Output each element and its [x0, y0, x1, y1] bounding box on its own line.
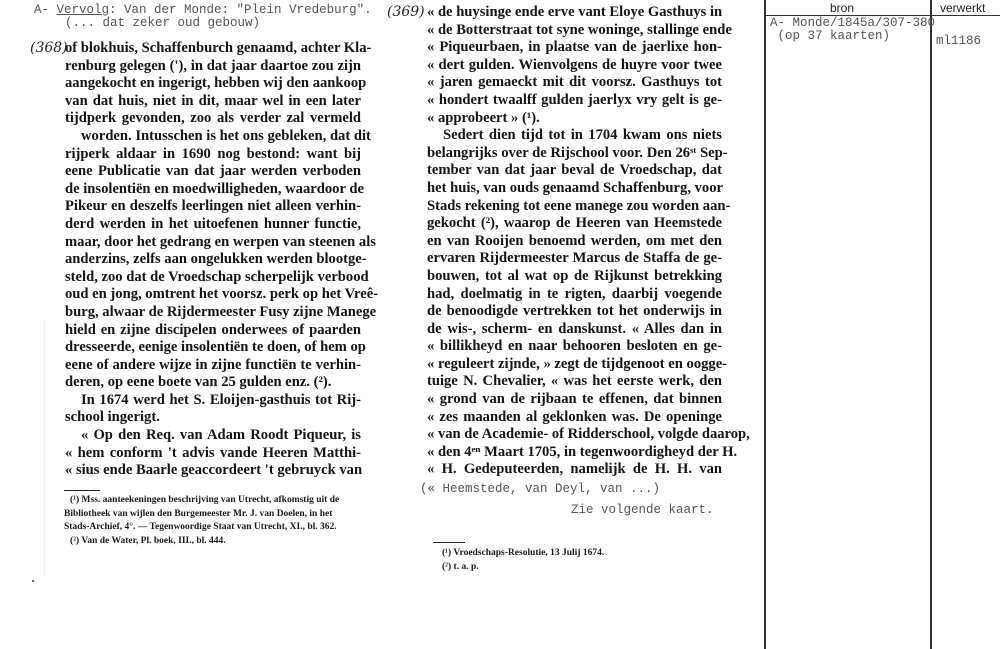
text-line: deren, op eene boete van 25 gulden enz. (²).	[65, 374, 332, 391]
text-line: « sius ende Baarle geaccordeert 't gebruyck van	[65, 462, 363, 479]
footnote-line: Stads-Archief, 4°. — Tegenwoordige Staat van Utrecht, XI., bl. 362.	[64, 522, 337, 532]
text-line: rijperk aldaar in 1690 nog bestond: want bij	[65, 145, 361, 162]
text-line: « Piqueurbaen, in plaatse van de jaerlixe hon-	[427, 39, 722, 56]
footnote-line: (¹) Vroedschaps-Resolutie, 13 Julij 1674.	[442, 548, 605, 558]
left-page-text	[65, 40, 379, 480]
text-line: « de Botterstraat tot syne woninge, stallinge ende	[427, 21, 732, 38]
text-line: « van de Academie- of Ridderschool, volgde daarop,	[427, 426, 750, 443]
card-header-subtitle: (... dat zeker oud gebouw)	[65, 16, 261, 30]
text-line: had, doelmatig in te rigten, daarbij voegende	[427, 285, 722, 302]
footnote-line: (²) Van de Water, Pl. boek, III., bl. 444.	[70, 535, 226, 546]
text-line: renburg gelegen ('), in dat jaar daartoe zou zijn	[65, 57, 361, 74]
table-header-verwerkt: verwerkt	[940, 1, 986, 15]
text-line: « reguleert zijnde, » zegt de tijdgenoot en ooggе-	[427, 355, 728, 372]
text-line: van dat huis, niet in dit, maar wel in een later	[65, 92, 361, 109]
text-line: « de huysinge ende erve vant Eloye Gasthuys in	[427, 4, 723, 20]
text-line: steld, zoo dat de Vroedschap scherpelijk verbood	[65, 268, 369, 285]
text-line: In 1674 werd het S. Eloijen-gasthuis tot Rij-	[81, 391, 361, 408]
scan-speck	[32, 580, 34, 582]
text-line: worden. Intusschen is het ons gebleken, dat dit	[81, 127, 371, 144]
text-line: burg, alwaar de Rijdermeester Fusy zijne Manege	[65, 303, 377, 320]
text-line: Pikeur en deszelfs leerlingen niet alleen verhin-	[65, 198, 361, 215]
right-page-text	[427, 4, 750, 479]
text-line: aangekocht en ingerigt, hebben wij den aankoop	[65, 75, 367, 92]
text-line: de insolentiën en moedwilligheden, waardoor de	[65, 180, 364, 197]
typed-continuation: (« Heemstede, van Deyl, van ...)	[420, 482, 661, 496]
table-cell-bron-line2: (op 37 kaarten)	[770, 29, 891, 43]
text-line: de benoodigde vertrekken tot het onderwijs in	[427, 303, 722, 320]
text-line: ervaren Rijdermeester Marcus de Staffa de ge-	[427, 250, 722, 267]
text-line: « billikheyd en naar behooren besloten en ge-	[427, 338, 722, 355]
table-cell-bron-line1: A- Monde/1845a/307-380	[770, 16, 936, 30]
text-line: « zes maanden al geklonken was. De openinge	[427, 408, 722, 425]
text-line: bouwen, tot al wat op de Rijkunst betrekking	[427, 267, 722, 284]
footnote-line: Bibliotheek van wijlen den Burgemeester Mr. J. van Doelen, in het	[64, 508, 333, 519]
text-line: « grond van de rijbaan te effenen, dat binnen	[427, 391, 722, 408]
text-line: of blokhuis, Schaffenburch genaamd, achter Kla-	[65, 40, 372, 56]
text-line: « hem conform 't advis vande Heeren Matthi-	[65, 444, 361, 461]
footnote-rule-right	[433, 542, 465, 543]
footnote-line: (¹) Mss. aanteekeningen beschrijving van Utrecht, afkomstig uit de	[70, 495, 340, 505]
text-line: maar, door het gedrang en werpen van steenen als	[65, 233, 376, 250]
footnote-line: (²) t. a. p.	[442, 561, 479, 572]
text-line: « jaren gemaeckt mit dit voorsz. Gasthuys tot	[427, 74, 722, 91]
page-number-left: (368)	[30, 40, 68, 56]
text-line: eene of andere wijze in zijne functiën te verhin-	[65, 356, 361, 373]
text-line: derd werden in het uitoefenen hunner functie,	[65, 215, 361, 232]
text-line: « Op den Req. van Adam Roodt Piqueur, is	[81, 427, 361, 444]
text-line: oud en jong, omtrent het voorsz. perk op het Vreê-	[65, 286, 379, 303]
text-line: tuige N. Chevalier, « was het eerste werk, den	[427, 373, 722, 390]
text-line: en van Rooijen benoemd werden, om met den	[427, 232, 722, 249]
text-line: anderzins, zelfs aan ongelukken werden blootge-	[65, 251, 367, 268]
table-column-divider	[930, 0, 932, 649]
text-line: Stads rekening tot eene manege zou worden aan-	[427, 197, 731, 214]
table-border-left	[764, 0, 766, 649]
text-line: het huis, van ouds genaamd Schaffenburg, voor	[427, 179, 723, 196]
text-line: school ingerigt.	[65, 409, 160, 426]
text-line: « hondert twaalff gulden jaerlyx vry gelt is ge-	[427, 91, 722, 108]
card-header-prefix: A-	[34, 3, 57, 17]
table-cell-verwerkt: ml1186	[936, 34, 982, 48]
text-line: « den 4ᵉⁿ Maart 1705, in tegenwoordigheyd der H.	[427, 443, 738, 460]
page-number-right: (369)	[387, 4, 425, 20]
text-line: « H. Gedeputeerden, namelijk de H. H. van	[427, 461, 722, 478]
text-line: belangrijks over de Rijschool voor. Den 26ˢᵗ Sep-	[427, 144, 728, 161]
card-header-title: : Van der Monde: "Plein Vredeburg".	[109, 3, 372, 17]
footnote-rule-left	[64, 490, 100, 491]
text-line: gekocht (²), waarop de Heeren van Heemstede	[427, 215, 722, 232]
text-line: hield en zijne discipelen onderwees of paarden	[65, 321, 361, 338]
text-line: de wis-, scherm- en danskunst. « Alles dan in	[427, 320, 722, 337]
text-line: eene Publicatie van dat jaar werden verboden	[65, 163, 361, 180]
source-table	[764, 0, 1000, 649]
text-line: « dert gulden. Wienvolgens de huyre voor twee	[427, 56, 722, 73]
typed-next-card-note: Zie volgende kaart.	[571, 503, 714, 517]
text-line: Sedert dien tijd tot in 1704 kwam ons niets	[443, 127, 722, 144]
card-header-vervolg: Vervolg	[56, 3, 110, 17]
text-line: « approbeert » (¹).	[427, 109, 540, 126]
card-header	[34, 4, 372, 30]
text-line: tijdperk gevonden, zoo als verder zal vermeld	[65, 110, 361, 127]
text-line: tember van dat jaar beval de Vroedschap, dat	[427, 162, 722, 179]
table-header-bron: bron	[830, 1, 855, 15]
text-line: dresseerde, eenige insolentiën te doen, of hem op	[65, 339, 366, 356]
scan-edge	[44, 320, 45, 575]
